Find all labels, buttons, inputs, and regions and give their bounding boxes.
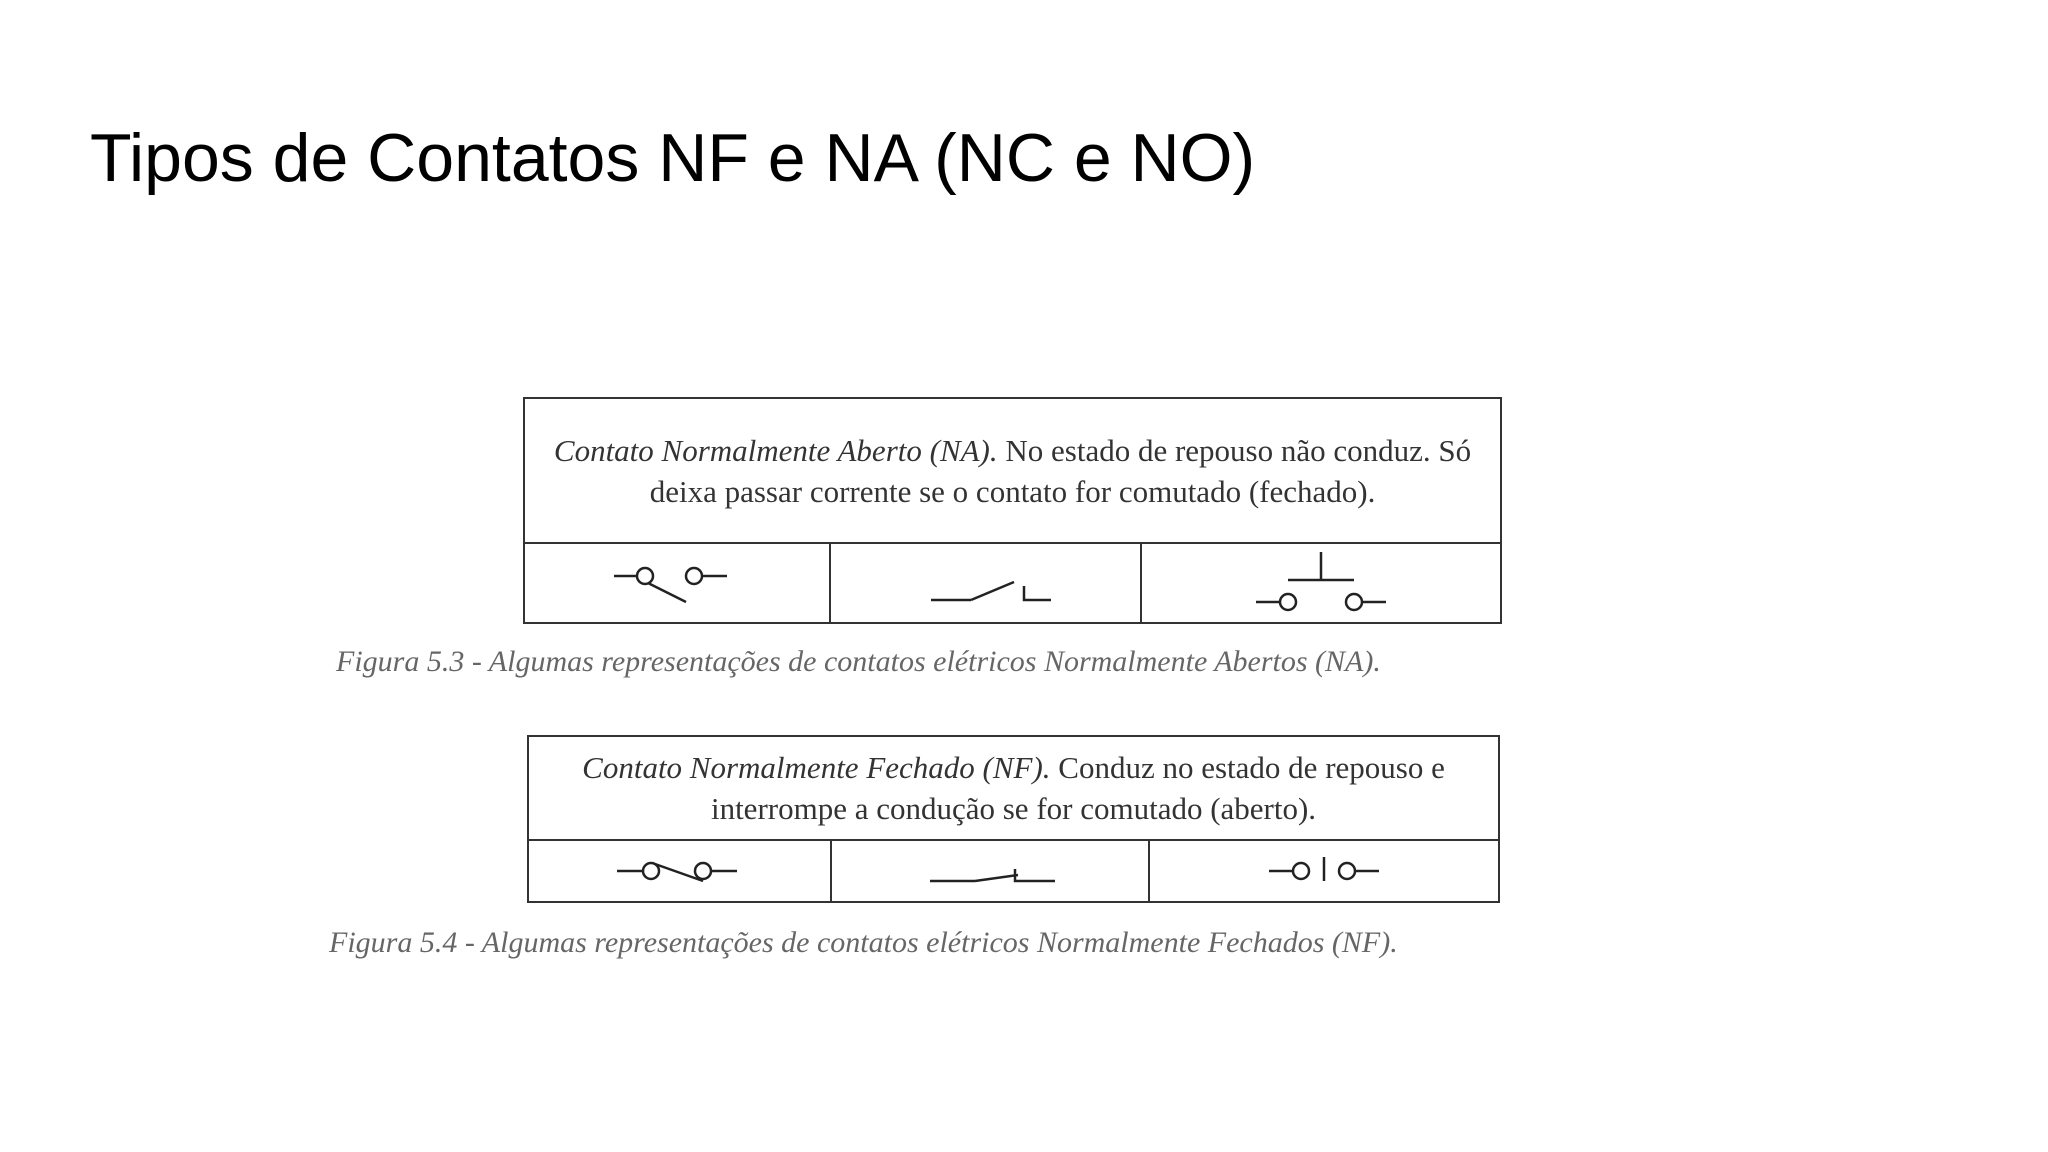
symbol-cell-nf-3 — [1149, 840, 1499, 902]
closed-contact-bar-symbol — [1259, 851, 1389, 891]
open-pushbutton-symbol — [1246, 548, 1396, 618]
symbol-cell-na-3 — [1141, 543, 1501, 623]
open-contact-line-symbol — [916, 558, 1056, 608]
closed-contact-line-symbol — [920, 851, 1060, 891]
normally-closed-title: Contato Normalmente Fechado (NF). — [582, 750, 1051, 785]
normally-closed-description — [528, 736, 1499, 840]
figure-5-3-caption: Figura 5.3 - Algumas representações de contatos elétricos Normalmente Abertos (NA). — [336, 645, 1381, 678]
figure-5-4-caption: Figura 5.4 - Algumas representações de contatos elétricos Normalmente Fechados (NF). — [329, 926, 1398, 959]
normally-closed-table — [527, 735, 1500, 903]
open-contact-circles-symbol — [602, 558, 752, 608]
normally-open-table — [523, 397, 1502, 624]
normally-closed-text: Conduz no estado de repouso e interrompe a condução se for comutado (aberto). — [710, 750, 1445, 826]
symbol-cell-nf-1 — [528, 840, 831, 902]
slide-title: Tipos de Contatos NF e NA (NC e NO) — [90, 120, 1256, 196]
closed-contact-circles-symbol — [605, 851, 755, 891]
symbol-cell-na-1 — [524, 543, 830, 623]
normally-open-description — [524, 398, 1501, 543]
normally-open-title: Contato Normalmente Aberto (NA). — [553, 432, 998, 468]
symbol-cell-nf-2 — [831, 840, 1149, 902]
normally-open-text: No estado de repouso não conduz. Só deixa passar corrente se o contato for comutado (fechado). — [649, 432, 1472, 509]
symbol-cell-na-2 — [830, 543, 1141, 623]
